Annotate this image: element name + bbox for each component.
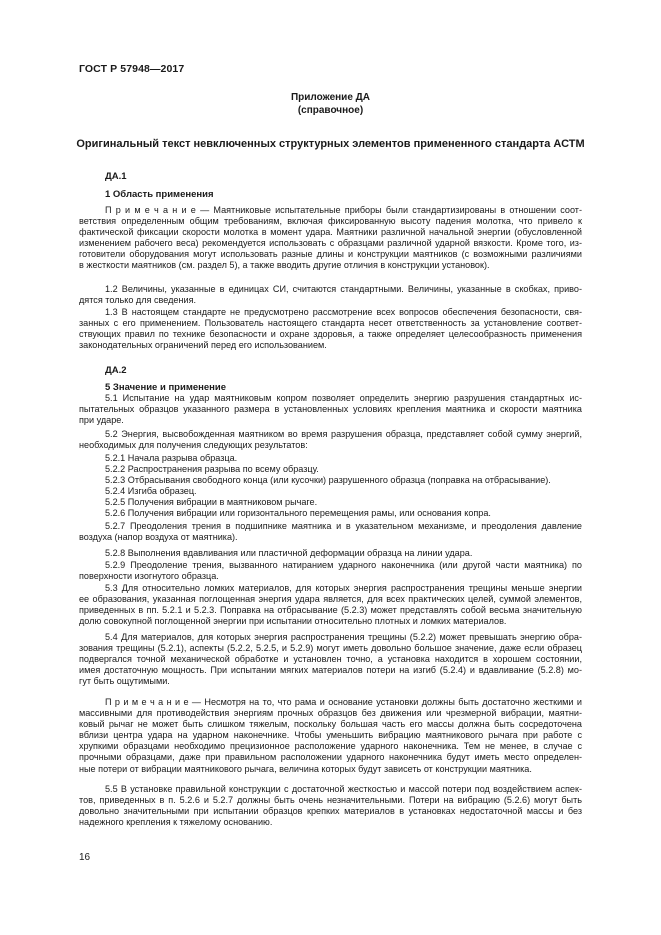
text-line: изменением рабочего веса) рекомендуется использовать с образцами различной ударной вязкости. Кроме того, из-	[79, 238, 582, 249]
text-line: в жесткости маятников (см. раздел 5), а также вводить другие отличия в конструкции установок).	[79, 260, 490, 271]
text-line: пытательных образцов указанного размера в установленных условиях крепления маятника и скорости маятника	[79, 404, 582, 415]
da1-label: ДА.1	[105, 171, 127, 182]
paragraph-5-2-8: 5.2.8 Выполнения вдавливания или пластичной деформации образца на линии удара.	[105, 548, 473, 558]
text-line: массивными для противодействия энергиям прочных образцов без движения или чрезмерной вибрации, маятни-	[79, 708, 582, 719]
text-line: хрупкими образцами необходимо прецизионное расположение ударного наконечника. Тем не менее, в случае с	[79, 741, 582, 752]
text-line: ковый рычаг не может быть слишком тяжелым, поскольку большая часть его массы должна быть сосредоточена	[79, 719, 582, 730]
paragraph-5-3	[79, 583, 582, 627]
document-title: Оригинальный текст невключенных структурных элементов примененного стандарта АСТМ	[76, 138, 585, 150]
da2-note	[79, 697, 582, 775]
text-line: имея достаточную мощность. При испытании мягких материалов потери на изгиб (5.2.4) и вдавливание (5.2.8) мо-	[79, 665, 582, 676]
list-5-2-items	[105, 453, 551, 520]
text-line: 1.3 В настоящем стандарте не предусмотрено рассмотрение всех вопросов обеспечения безопасности, свя-	[105, 307, 582, 317]
da1-section-heading: 1 Область применения	[105, 189, 214, 200]
list-item: 5.2.3 Отбрасывания свободного конца (или кусочки) разрушенного образца (поправка на отбрасывание).	[105, 475, 551, 486]
appendix-title: Приложение ДА	[290, 92, 371, 103]
text-line: гут быть ощутимыми.	[79, 676, 170, 687]
text-line: зования трещины (5.2.1), аспекты (5.2.2, 5.2.5, и 5.2.9) могут иметь довольно большое значение, даже если образец	[79, 643, 582, 654]
list-item: 5.2.6 Получения вибрации или горизонтального перемещения рамы, или основания копра.	[105, 508, 491, 519]
text-line: 5.2 Энергия, высвобожденная маятником во время разрушения образца, представляет собой сумму энергий,	[105, 429, 582, 439]
text-line: надежного крепления к тяжелому основанию.	[79, 817, 273, 828]
text-line: ее образования, указанная поглощенная энергия удара является, для всех практических целей, суммой элементов,	[79, 594, 582, 605]
text-line: прочными образцами, даже при правильном расположении ударного наконечника будут иметь место определен-	[79, 752, 582, 763]
text-line: 5.5 В установке правильной конструкции с достаточной жесткостью и массой потери под воздействием аспек-	[105, 784, 582, 794]
text-line: 1.2 Величины, указанные в единицах СИ, считаются стандартными. Величины, указанные в скобках, приво-	[105, 284, 582, 294]
text-line: воздуха (напор воздуха от маятника).	[79, 532, 238, 543]
text-line: ствующих правил по технике безопасности и охране здоровья, а также определяет целесообразность применения	[79, 329, 582, 340]
text-line: 5.1 Испытание на удар маятниковым копром позволяет определить энергию разрушения стандартных ис-	[105, 393, 582, 403]
list-item: 5.2.1 Начала разрыва образца.	[105, 453, 238, 463]
text-line: занных с его применением. Пользователь настоящего стандарта несет ответственность за установление соответ-	[79, 318, 582, 329]
text-line: вблизи центра удара на ударном наконечнике. Чтобы уменьшить вибрацию маятникового рычага при работе с	[79, 730, 582, 741]
paragraph-5-2-9	[79, 560, 582, 582]
text-line: приведенных в пп. 5.2.1 и 5.2.3. Поправка на отбрасывание (5.2.3) может представлять собой весьма значительную	[79, 605, 582, 616]
text-line: П р и м е ч а н и е — Маятниковые испытательные приборы были стандартизированы в отношении соот-	[105, 205, 582, 215]
list-item: 5.2.2 Распространения разрыва по всему образцу.	[105, 464, 319, 475]
text-line: необходимых для получения следующих результатов:	[79, 440, 308, 451]
appendix-subtitle: (справочное)	[297, 105, 364, 116]
text-line: 5.2.9 Преодоление трения, вызванного натиранием ударного наконечника (или другой части маятника) по	[105, 560, 582, 570]
paragraph-5-2-7	[79, 521, 582, 543]
text-line: дятся только для сведения.	[79, 295, 197, 306]
text-line: готовители оборудования могут использовать разные длины и конструкции маятников (с возможными различиями	[79, 249, 582, 260]
paragraph-5-2	[79, 429, 582, 451]
da2-label: ДА.2	[105, 365, 127, 376]
text-line: довольно значительными при испытании образцов крепких материалов в установках недостаточной массы и без	[79, 806, 582, 817]
text-line: законодательных ограничений перед его использованием.	[79, 340, 327, 351]
text-line: 5.2.7 Преодоления трения в подшипнике маятника и в указательном механизме, и преодоления давление	[105, 521, 582, 531]
text-line: ные потери от вибрации маятникового рычага, величина которых будут зависеть от конструкции маятника.	[79, 763, 532, 774]
text-line: долю совокупной поглощенной энергии при испытании относительно плотных и ломких материалов.	[79, 616, 507, 627]
da1-note	[79, 205, 582, 272]
text-line: 5.3 Для относительно ломких материалов, для которых энергия распространения трещины меньше энергии	[105, 583, 582, 593]
paragraph-1-2	[79, 284, 582, 306]
text-line: тов, приведенных в п. 5.2.6 и 5.2.7 должны быть очень незначительными. Потери на вибрацию (5.2.6) могут быть	[79, 795, 582, 806]
paragraph-5-5	[79, 784, 582, 828]
text-line: поверхности изогнутого образца.	[79, 571, 219, 582]
text-line: П р и м е ч а н и е — Несмотря на то, что рама и основание установки должны быть достаточно жесткими и	[105, 697, 582, 707]
list-item: 5.2.4 Изгиба образец.	[105, 486, 197, 497]
text-line: фактической фиксации скорости молотка в момент удара. Маятники различной начальной энергии (обусловленной	[79, 227, 582, 238]
text-line: 5.4 Для материалов, для которых энергия распространения трещины (5.2.2) может превышать энергию обра-	[105, 632, 582, 642]
text-line: при ударе.	[79, 415, 124, 426]
page-number: 16	[79, 852, 91, 863]
text-line: ветствия определенным общим требованиям, включая фиксированную высоту падения молотка, что привело к	[79, 216, 582, 227]
da2-section-heading: 5 Значение и применение	[105, 382, 227, 393]
paragraph-5-4	[79, 632, 582, 687]
list-item: 5.2.5 Получения вибрации в маятниковом рычаге.	[105, 497, 318, 508]
paragraph-5-1	[79, 393, 582, 426]
document-header: ГОСТ Р 57948—2017	[79, 63, 185, 75]
paragraph-1-3	[79, 307, 582, 351]
text-line: подвергался точной механической обработке и установлен точно, а установка находится в хорошем состоянии,	[79, 654, 582, 665]
